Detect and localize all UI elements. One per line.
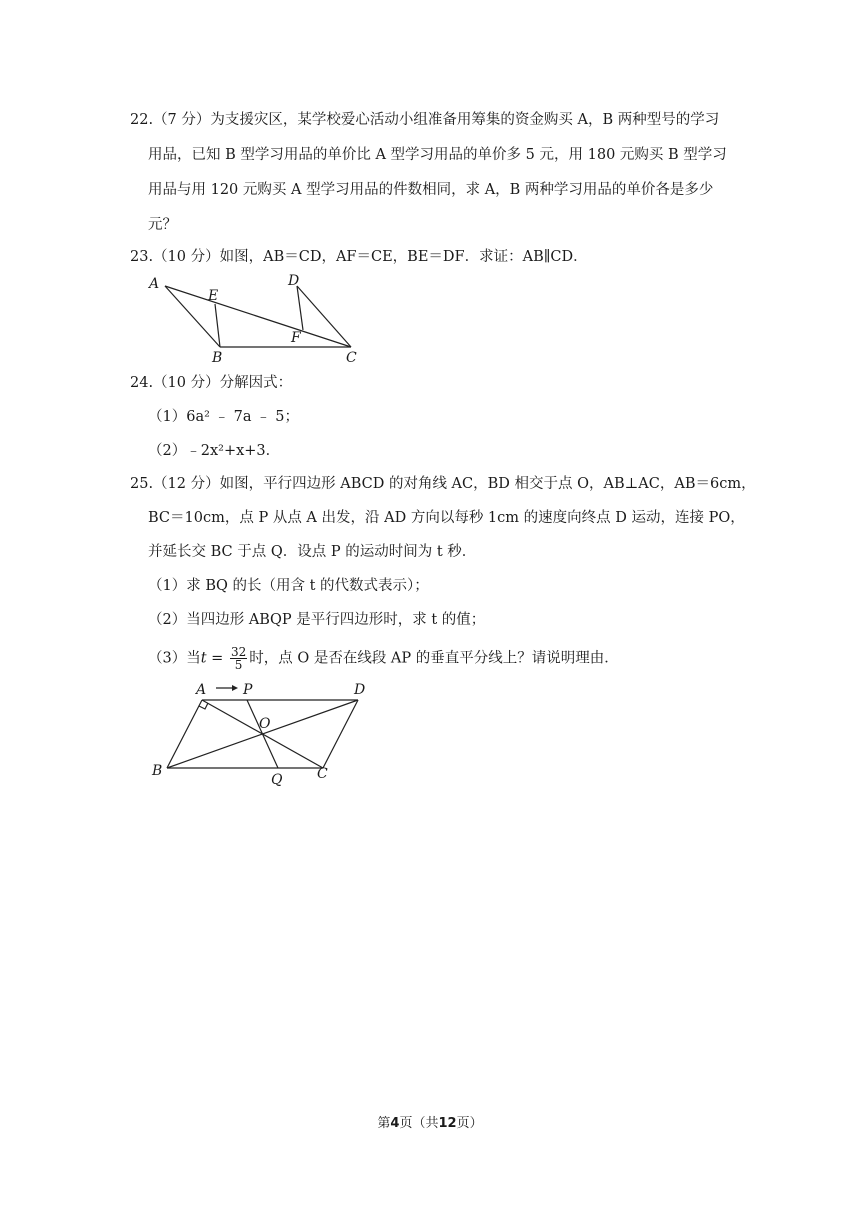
q24-part-1: （1）6a² ﹣ 7a ﹣ 5； <box>148 409 299 425</box>
q24-part-2: （2）﹣2x²+x+3． <box>148 443 281 459</box>
footer-page-number: 4 <box>390 1116 400 1131</box>
label-P: P <box>243 682 253 698</box>
q25-part-3-equals: = <box>206 650 228 667</box>
q25-part-3-suffix: 时，点 O 是否在线段 AP 的垂直平分线上？请说明理由． <box>249 650 619 667</box>
fraction-denominator: 5 <box>234 658 243 672</box>
label-B: B <box>212 350 223 365</box>
segment-BE <box>215 304 220 347</box>
page-footer <box>0 1112 860 1131</box>
label-C: C <box>317 766 328 782</box>
q25-part-3 <box>148 646 619 671</box>
q22-line-2: 用品，已知 B 型学习用品的单价比 A 型学习用品的单价多 5 元，用 180 元购买 B 型学习 <box>148 147 727 163</box>
q25-part-3-var: t <box>200 650 207 667</box>
footer-middle: 页（共 <box>399 1116 439 1131</box>
q25-figure <box>150 680 375 790</box>
q25-part-2: （2）当四边形 ABQP 是平行四边形时，求 t 的值； <box>148 612 486 628</box>
segment-PQ <box>247 700 278 768</box>
label-O: O <box>259 716 271 732</box>
label-B: B <box>152 763 163 779</box>
footer-prefix: 第 <box>377 1116 391 1131</box>
q25-line-2: BC＝10cm，点 P 从点 A 出发，沿 AD 方向以每秒 1cm 的速度向终点 D 运动，连接 PO， <box>148 510 745 526</box>
footer-suffix: 页） <box>456 1116 483 1131</box>
label-D: D <box>288 273 300 289</box>
q22-line-1: 22.（7 分）为支援灾区，某学校爱心活动小组准备用筹集的资金购买 A，B 两种型号的学习 <box>130 112 720 128</box>
q23-figure <box>145 270 365 365</box>
q25-line-3: 并延长交 BC 于点 Q．设点 P 的运动时间为 t 秒． <box>148 544 477 560</box>
q22-line-4: 元？ <box>148 217 177 233</box>
label-E: E <box>208 288 219 304</box>
q22-line-3: 用品与用 120 元购买 A 型学习用品的件数相同，求 A，B 两种学习用品的单价各是多少 <box>148 182 714 198</box>
label-A: A <box>196 682 207 698</box>
fraction-32-over-5 <box>230 646 247 671</box>
label-F: F <box>291 330 301 346</box>
q23-statement: 23.（10 分）如图，AB＝CD，AF＝CE，BE＝DF．求证：AB∥CD． <box>130 249 588 265</box>
q25-line-1: 25.（12 分）如图，平行四边形 ABCD 的对角线 AC，BD 相交于点 O，AB⊥AC，AB＝6cm， <box>130 476 756 492</box>
q24-header: 24.（10 分）分解因式： <box>130 375 293 391</box>
q25-part-1: （1）求 BQ 的长（用含 t 的代数式表示）； <box>148 578 429 594</box>
label-Q: Q <box>271 772 283 788</box>
arrow-icon <box>216 685 238 691</box>
label-A: A <box>149 276 160 292</box>
footer-total-pages: 12 <box>438 1116 457 1131</box>
q25-part-3-prefix: （3）当 <box>148 650 201 667</box>
label-D: D <box>354 682 366 698</box>
label-C: C <box>346 350 357 365</box>
fraction-numerator: 32 <box>230 645 247 659</box>
